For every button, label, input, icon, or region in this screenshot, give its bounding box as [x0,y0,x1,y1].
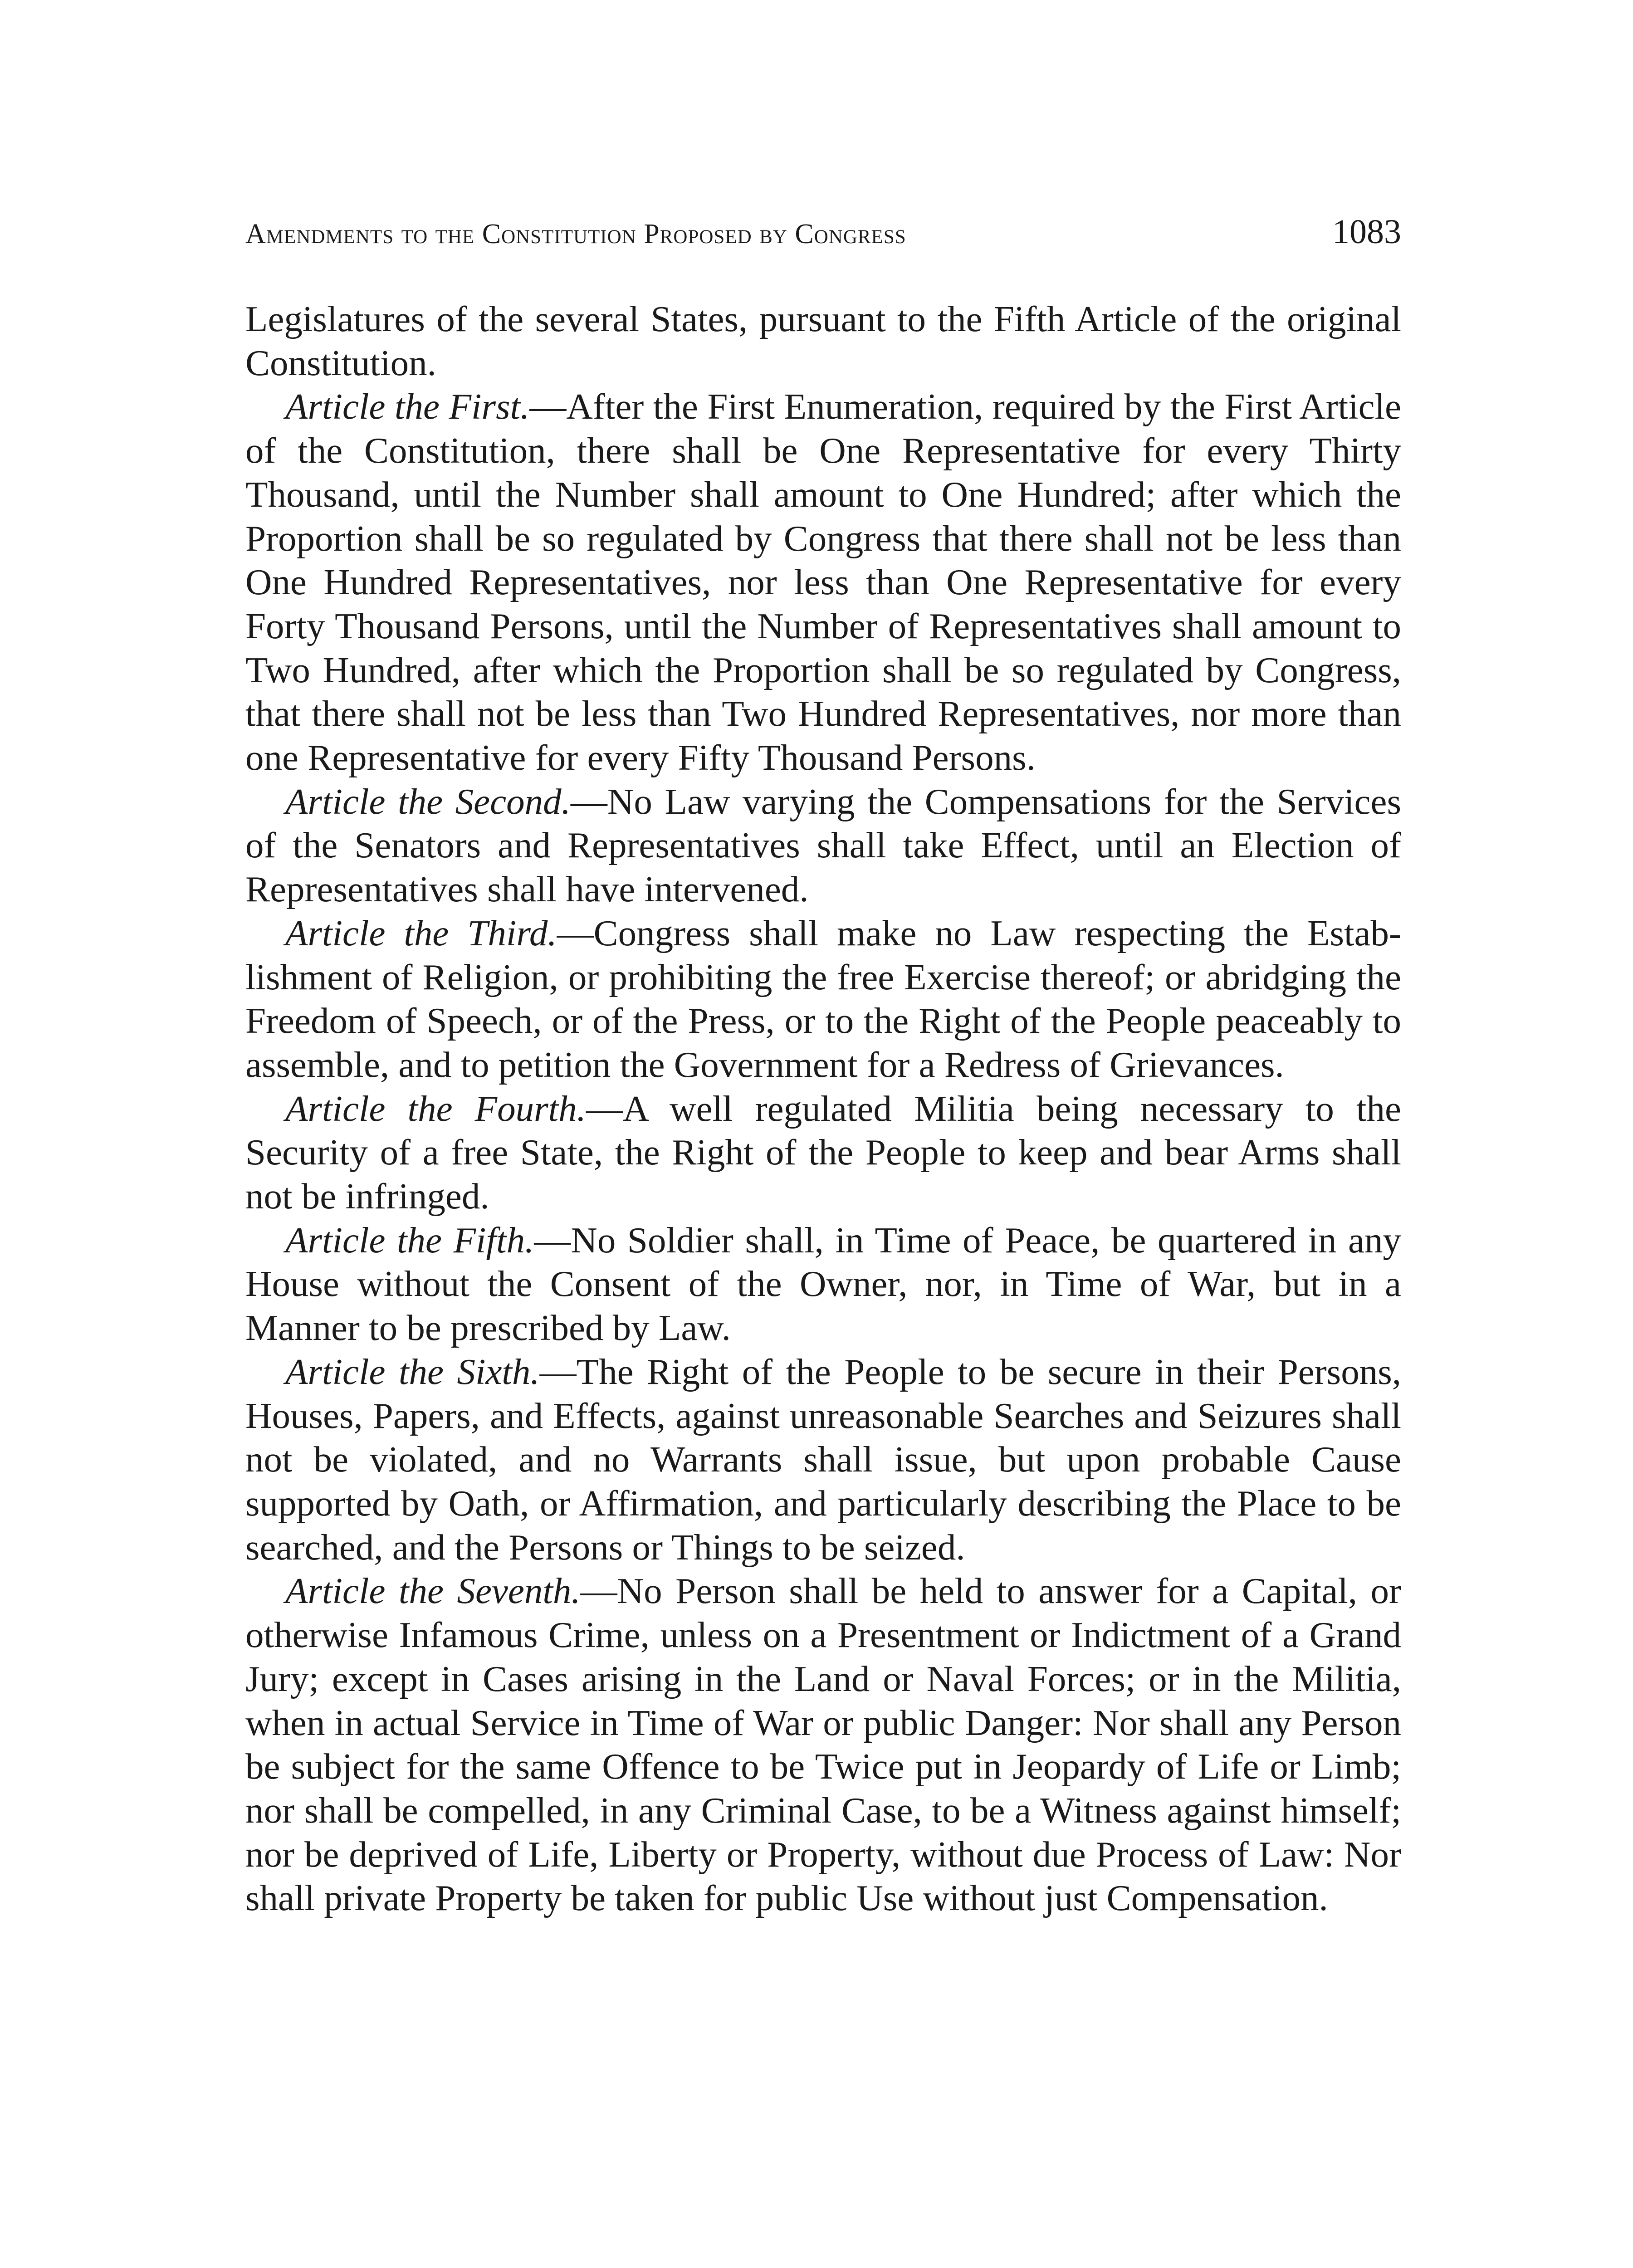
article-title: Article the Seventh. [285,1570,581,1612]
article-text: —A well regulated Militia being necessary to the Security of a free State, the Right of the People to keep and bear Arms shall not be infringed. [245,1088,1401,1217]
article-title: Article the Second. [285,781,571,822]
article-seventh [245,1569,1401,1920]
article-fourth [245,1087,1401,1218]
article-sixth [245,1350,1401,1569]
article-title: Article the Fourth. [285,1088,586,1129]
body-text [245,297,1401,1920]
running-head [245,212,1401,267]
article-title: Article the Sixth. [285,1351,540,1392]
article-third [245,911,1401,1087]
article-title: Article the Third. [285,912,557,953]
article-second [245,780,1401,911]
article-title: Article the Fifth. [285,1219,534,1261]
article-text: —After the First Enumeration, required by the First Article of the Constitution, there shall be One Representative for every Thirty Thousand, until the Number shall amount to One Hundred; after which the Proportion shall be so regulated by Congress that there shall not be less than One Hundred Representatives, nor less than One Representative for every Forty Thousand Persons, until the Number of Representatives shall amount to Two Hundred, after which the Proportion shall be so regulated by Congress, that there shall not be less than Two Hundred Representatives, nor more than one Representative for every Fifty Thousand Persons. [245,386,1402,778]
article-first [245,385,1401,779]
opening-paragraph: Legislatures of the several States, pursuant to the Fifth Article of the original Constitution. [245,298,1401,383]
article-text: —The Right of the People to be secure in their Persons, Houses, Papers, and Effects, against unreasonable Searches and Seizures shall not be violated, and no Warrants shall issue, but upon probable Cause supported by Oath, or Affirmation, and particularly describing the Place to be searched, and the Persons or Things to be seized. [245,1351,1401,1568]
article-text: —No Soldier shall, in Time of Peace, be quartered in any House without the Consent of the Owner, nor, in Time of War, but in a Manner to be prescribed by Law. [245,1219,1401,1349]
article-text: —No Person shall be held to answer for a Capital, or otherwise Infamous Crime, unless on a Presentment or Indictment of a Grand Jury; except in Cases arising in the Land or Naval Forces; or in the Militia, when in actual Service in Time of War or public Danger: Nor shall any Person be subject for the same Offence to be Twice put in Jeopardy of Life or Limb; nor shall be compelled, in any Criminal Case, to be a Witness against himself; nor be deprived of Life, Liberty or Property, without due Process of Law: Nor shall private Property be taken for public Use without just Compensation. [245,1570,1401,1919]
article-title: Article the First. [285,386,530,427]
article-text: —No Law varying the Compensations for the Services of the Senators and Representatives shall take Effect, until an Election of Representatives shall have intervened. [245,781,1401,910]
article-text: —Congress shall make no Law respecting the Establishment of Religion, or prohibiting the free Exercise thereof; or abridging the Freedom of Speech, or of the Press, or to the Right of the People peaceably to assemble, and to petition the Government for a Redress of Grievances. [245,912,1401,1085]
running-head-title: Amendments to the Constitution Proposed by Congress [245,219,906,249]
article-fifth [245,1218,1401,1350]
page-number: 1083 [1332,213,1401,251]
